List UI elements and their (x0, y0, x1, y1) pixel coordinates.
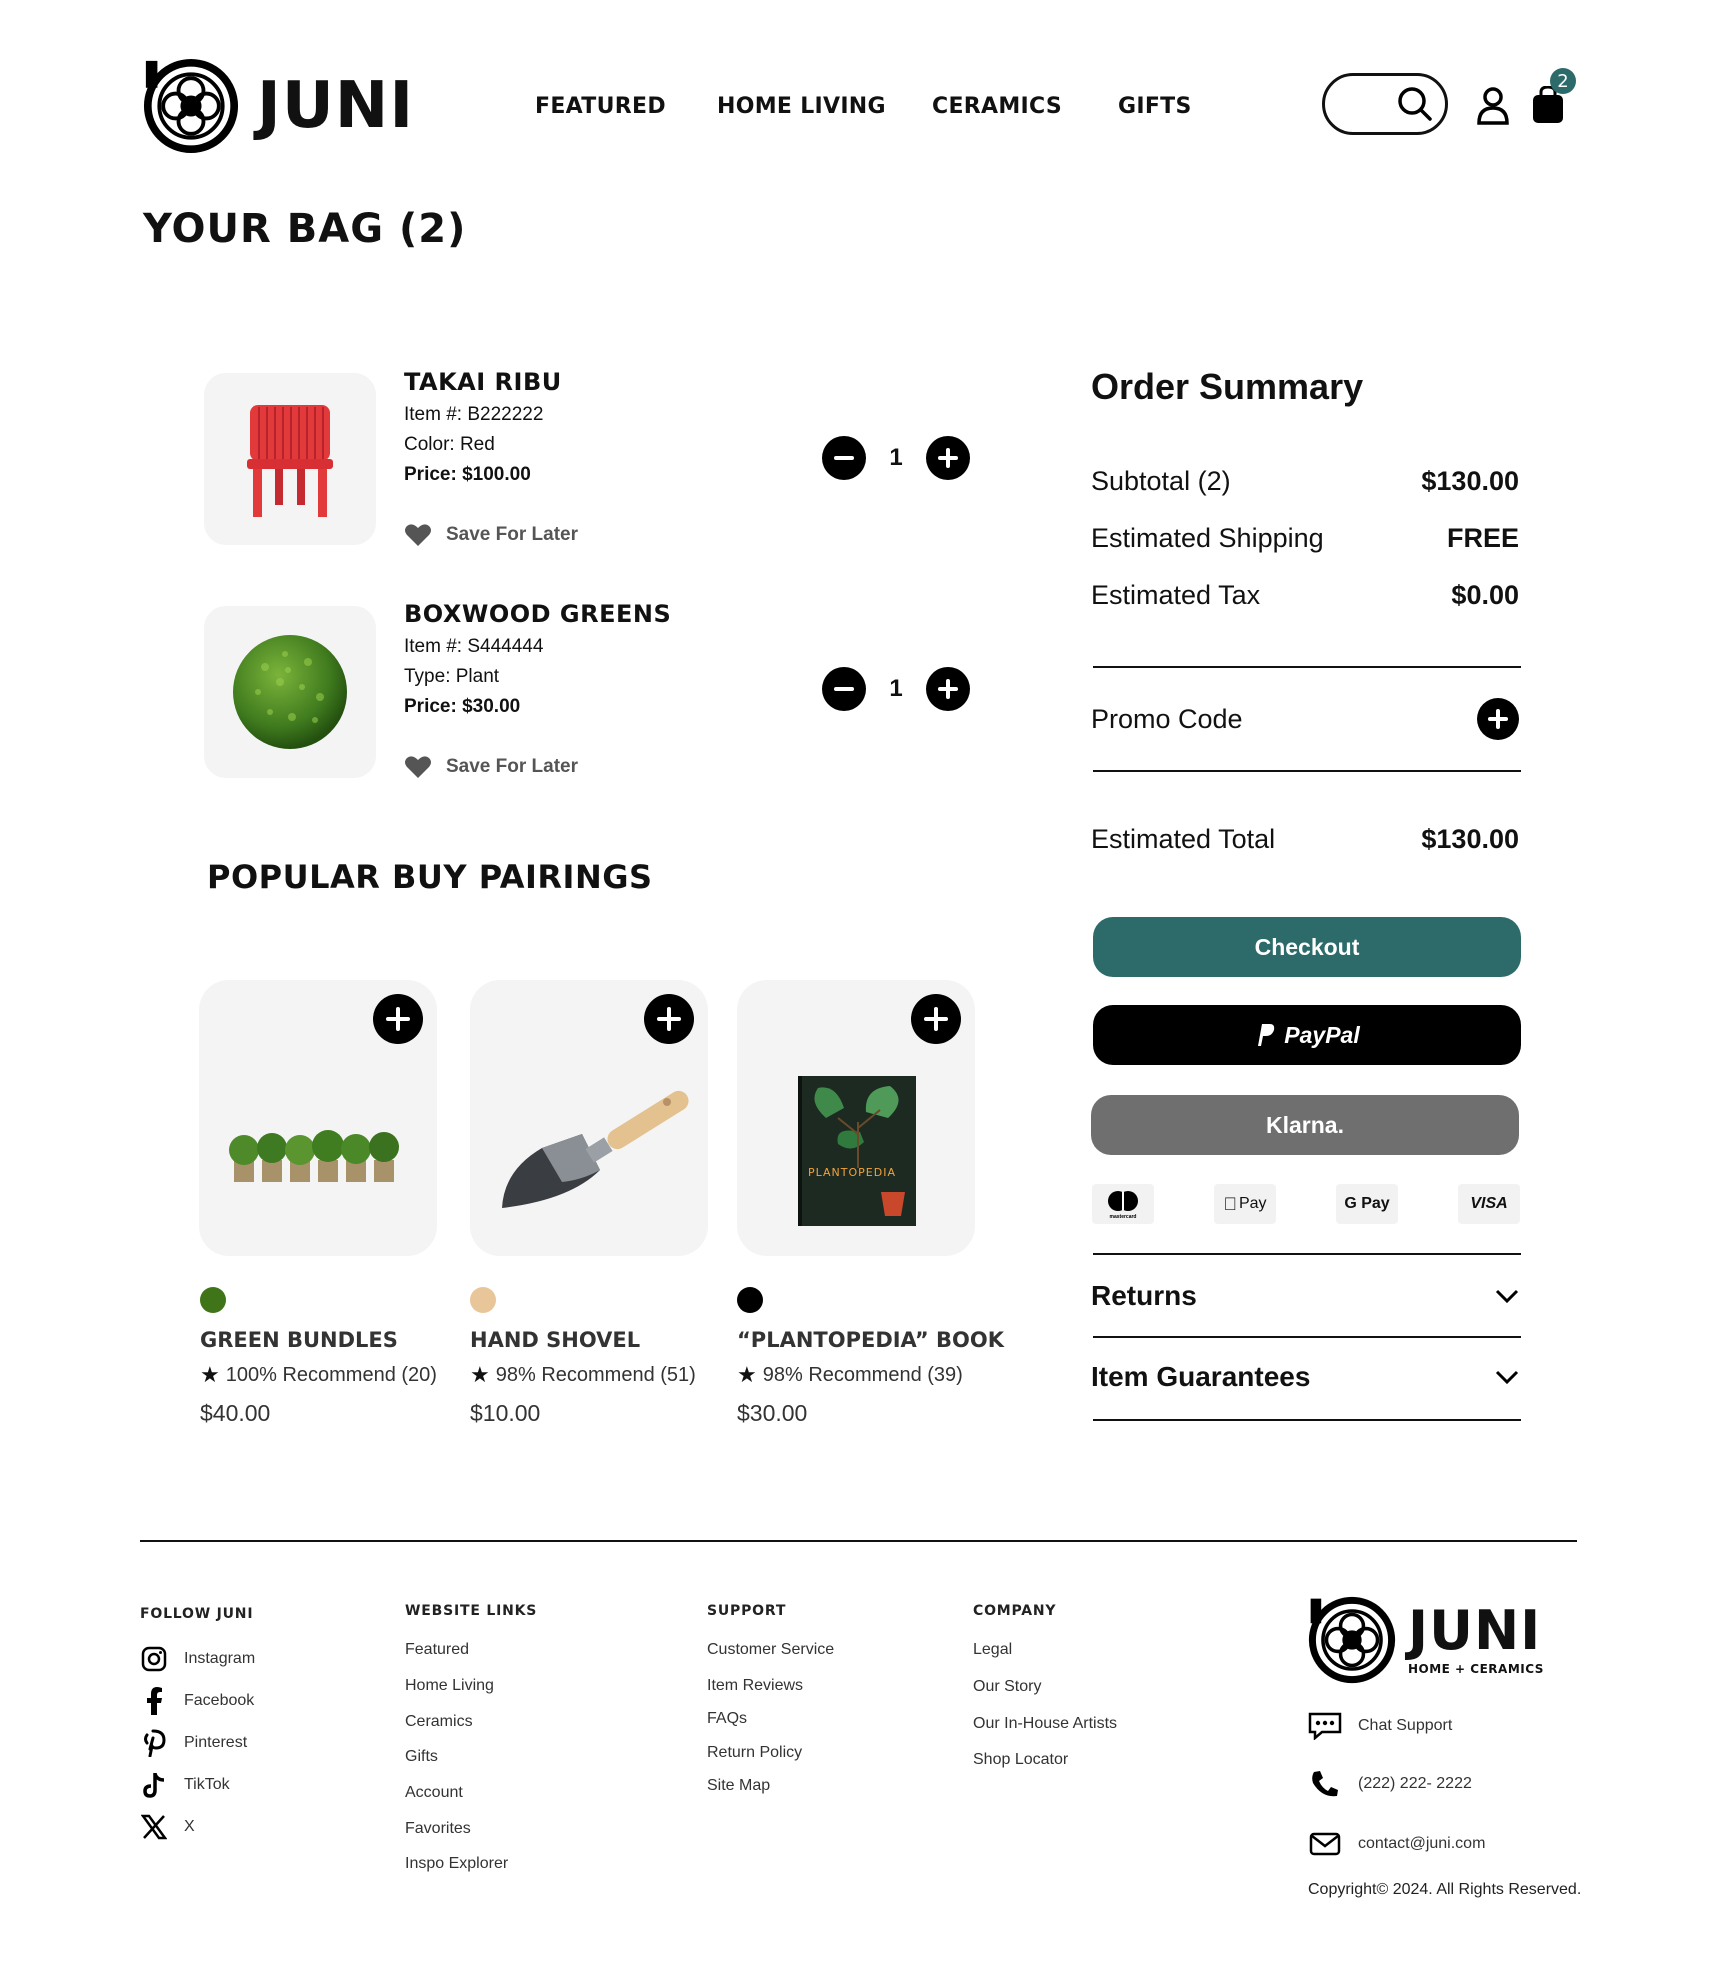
total-value: $130.00 (1421, 824, 1519, 854)
social-label: X (184, 1818, 195, 1835)
star-icon: ★ (737, 1362, 757, 1387)
footer-link[interactable]: FAQs (707, 1710, 748, 1727)
footer-link[interactable]: Ceramics (405, 1713, 473, 1730)
plus-icon (385, 1006, 411, 1032)
copyright: Copyright© 2024. All Rights Reserved. (1308, 1881, 1582, 1898)
shipping-row (1091, 523, 1519, 554)
cart-count-badge: 2 (1550, 68, 1576, 94)
phone-icon (1308, 1770, 1342, 1798)
klarna-button[interactable] (1091, 1095, 1519, 1155)
visa-icon: VISA (1458, 1184, 1520, 1224)
footer-link[interactable]: Favorites (405, 1820, 471, 1837)
logo-mark-icon (143, 58, 239, 154)
footer-link[interactable]: Item Reviews (707, 1677, 804, 1694)
instagram-icon (140, 1645, 168, 1673)
increase-quantity-button[interactable] (926, 667, 970, 711)
color-swatch[interactable] (737, 1287, 763, 1313)
checkout-label: Checkout (1254, 933, 1360, 960)
footer-link[interactable]: Gifts (405, 1748, 438, 1765)
chevron-down-icon (1495, 1288, 1519, 1304)
chat-label: Chat Support (1358, 1717, 1453, 1734)
cart-item-price: Price: $100.00 (404, 464, 531, 485)
social-label: TikTok (184, 1776, 230, 1793)
heart-icon (404, 754, 432, 780)
social-label: Instagram (184, 1650, 256, 1667)
add-to-bag-button[interactable] (373, 994, 423, 1044)
footer-link[interactable]: Legal (973, 1641, 1013, 1658)
star-icon: ★ (200, 1362, 220, 1387)
footer-brand-name: JUNI (1408, 1599, 1542, 1662)
pairing-price: $30.00 (737, 1400, 808, 1426)
pairing-card[interactable] (470, 980, 708, 1256)
subtotal-label: Subtotal (2) (1091, 466, 1231, 496)
cart-item-details (404, 600, 671, 718)
footer-company-title: COMPANY (973, 1603, 1057, 1619)
paypal-button[interactable] (1093, 1005, 1521, 1065)
social-tiktok[interactable] (140, 1771, 230, 1799)
mastercard-icon (1092, 1184, 1154, 1224)
save-for-later-label: Save For Later (446, 524, 578, 545)
svg-text:mastercard: mastercard (1109, 1214, 1137, 1219)
add-promo-button[interactable] (1477, 698, 1519, 740)
footer-link[interactable]: Our In-House Artists (973, 1715, 1118, 1732)
email-label: contact@juni.com (1358, 1835, 1486, 1852)
chevron-down-icon (1495, 1369, 1519, 1385)
order-summary-title: Order Summary (1091, 366, 1364, 407)
social-label: Pinterest (184, 1734, 248, 1751)
cart-item-color: Color: Red (404, 434, 495, 455)
pairing-recommend: 98% Recommend (39) (762, 1363, 963, 1386)
pairing-recommend: 98% Recommend (51) (495, 1363, 696, 1386)
phone-label: (222) 222- 2222 (1358, 1775, 1472, 1792)
klarna-label: Klarna. (1266, 1111, 1344, 1138)
checkout-button[interactable] (1093, 917, 1521, 977)
item-guarantees-accordion[interactable] (1091, 1361, 1519, 1393)
quantity-value: 1 (889, 675, 903, 702)
pairing-price: $40.00 (200, 1400, 271, 1426)
cart-item-image[interactable] (204, 373, 376, 545)
item-guarantees-label: Item Guarantees (1091, 1361, 1311, 1392)
plus-icon (923, 1006, 949, 1032)
footer-link[interactable]: Return Policy (707, 1744, 803, 1761)
google-pay-icon: G Pay (1336, 1184, 1398, 1224)
total-label: Estimated Total (1091, 824, 1276, 854)
save-for-later-label: Save For Later (446, 756, 578, 777)
decrease-quantity-button[interactable] (822, 667, 866, 711)
minus-icon (833, 447, 855, 469)
plus-icon (1487, 708, 1509, 730)
tax-row (1091, 580, 1519, 611)
book-cover-title: PLANTOPEDIA (808, 1166, 896, 1179)
subtotal-row (1091, 466, 1519, 497)
footer-link[interactable]: Shop Locator (973, 1751, 1069, 1768)
pairing-info (200, 1328, 437, 1427)
cart-item-image[interactable] (204, 606, 376, 778)
increase-quantity-button[interactable] (926, 436, 970, 480)
tiktok-icon (140, 1771, 168, 1799)
heart-icon (404, 522, 432, 548)
nav-ceramics[interactable]: CERAMICS (932, 94, 1063, 119)
paypal-label: PayPal (1284, 1021, 1360, 1048)
divider (1093, 1336, 1521, 1338)
promo-code-toggle[interactable] (1091, 698, 1519, 740)
footer-brand-sub: HOME + CERAMICS (1408, 1662, 1544, 1676)
search-icon (1395, 84, 1435, 124)
cart-item-number: Item #: B222222 (404, 404, 544, 425)
chat-icon (1308, 1712, 1342, 1740)
footer-link[interactable]: Customer Service (707, 1641, 835, 1658)
minus-icon (833, 678, 855, 700)
add-to-bag-button[interactable] (644, 994, 694, 1044)
quantity-value: 1 (889, 444, 903, 471)
shipping-label: Estimated Shipping (1091, 523, 1324, 553)
add-to-bag-button[interactable] (911, 994, 961, 1044)
divider (1093, 666, 1521, 668)
red-planter-image (245, 399, 335, 519)
cart-item-number: Item #: S444444 (404, 636, 544, 657)
email-link[interactable] (1308, 1830, 1485, 1858)
account-icon[interactable] (1476, 86, 1510, 126)
pairing-card[interactable] (737, 980, 975, 1256)
nav-home-living[interactable]: HOME LIVING (717, 94, 886, 119)
footer-link[interactable]: Inspo Explorer (405, 1855, 509, 1872)
page-title: YOUR BAG (2) (143, 206, 467, 252)
social-x[interactable] (140, 1813, 195, 1841)
cart-item-price: Price: $30.00 (404, 696, 521, 717)
star-icon: ★ (470, 1362, 490, 1387)
x-icon (140, 1813, 168, 1841)
returns-accordion[interactable] (1091, 1280, 1519, 1312)
pairing-info (470, 1328, 696, 1427)
footer-support-title: SUPPORT (707, 1603, 787, 1619)
subtotal-value: $130.00 (1421, 466, 1519, 496)
save-for-later-button[interactable] (404, 754, 578, 780)
footer-brand-logo[interactable] (1308, 1596, 1544, 1684)
tax-value: $0.00 (1451, 580, 1519, 610)
divider (1093, 770, 1521, 772)
nav-featured[interactable]: FEATURED (535, 94, 666, 119)
footer-link[interactable]: Our Story (973, 1678, 1042, 1695)
pairing-recommend: 100% Recommend (20) (225, 1363, 437, 1386)
decrease-quantity-button[interactable] (822, 436, 866, 480)
plus-icon (937, 447, 959, 469)
green-bundles-image (228, 1120, 408, 1190)
pairing-card[interactable] (199, 980, 437, 1256)
cart-item-type: Type: Plant (404, 666, 500, 687)
footer-link[interactable]: Home Living (405, 1677, 494, 1694)
cart-button[interactable] (1530, 66, 1576, 126)
divider (1093, 1253, 1521, 1255)
pairing-name[interactable]: GREEN BUNDLES (200, 1328, 398, 1352)
brand-logo[interactable] (143, 58, 414, 154)
pairing-price: $10.00 (470, 1400, 541, 1426)
boxwood-ball-image (230, 632, 350, 752)
mail-icon (1308, 1830, 1342, 1858)
returns-label: Returns (1091, 1280, 1197, 1311)
shipping-value: FREE (1446, 523, 1519, 553)
pairings-title: POPULAR BUY PAIRINGS (207, 858, 653, 896)
footer-link[interactable]: Featured (405, 1641, 470, 1658)
phone-link[interactable] (1308, 1770, 1472, 1798)
chat-support-link[interactable] (1308, 1712, 1452, 1740)
color-swatch[interactable] (470, 1287, 496, 1313)
facebook-icon (140, 1687, 168, 1715)
brand-name: JUNI (257, 69, 415, 143)
color-swatch[interactable] (200, 1287, 226, 1313)
social-facebook[interactable] (140, 1687, 254, 1715)
footer-follow-title: FOLLOW JUNI (140, 1606, 254, 1622)
plus-icon (656, 1006, 682, 1032)
pairing-name[interactable]: “PLANTOPEDIA” BOOK (737, 1328, 1004, 1352)
footer-divider (140, 1540, 1577, 1542)
quantity-stepper (822, 667, 970, 711)
footer-link[interactable]: Account (405, 1784, 463, 1801)
tax-label: Estimated Tax (1091, 580, 1261, 610)
hand-shovel-image (492, 1090, 692, 1220)
social-label: Facebook (184, 1692, 255, 1709)
monstera-leaf-icon (804, 1082, 914, 1172)
plus-icon (937, 678, 959, 700)
cart-item-name[interactable]: BOXWOOD GREENS (404, 600, 672, 628)
cart-item-name[interactable]: TAKAI RIBU (404, 368, 562, 396)
payment-methods (1092, 1184, 1520, 1224)
search-button[interactable] (1322, 73, 1448, 135)
promo-code-label: Promo Code (1091, 703, 1243, 734)
cart-item-details (404, 368, 562, 486)
footer-links-title: WEBSITE LINKS (405, 1603, 538, 1619)
paypal-icon (1254, 1022, 1276, 1048)
logo-mark-icon (1308, 1596, 1396, 1684)
apple-pay-icon: Pay (1214, 1184, 1276, 1224)
pairing-info (737, 1328, 1004, 1427)
social-pinterest[interactable] (140, 1729, 247, 1757)
pairing-name[interactable]: HAND SHOVEL (470, 1328, 641, 1352)
nav-gifts[interactable]: GIFTS (1118, 94, 1192, 119)
pot-icon (878, 1188, 908, 1218)
pinterest-icon (140, 1729, 168, 1757)
footer-link[interactable]: Site Map (707, 1777, 771, 1794)
social-instagram[interactable] (140, 1645, 255, 1673)
save-for-later-button[interactable] (404, 522, 578, 548)
order-summary (1091, 366, 1519, 611)
divider (1093, 1419, 1521, 1421)
quantity-stepper (822, 436, 970, 480)
plantopedia-book-image (798, 1076, 916, 1226)
estimated-total-row (1091, 824, 1519, 855)
